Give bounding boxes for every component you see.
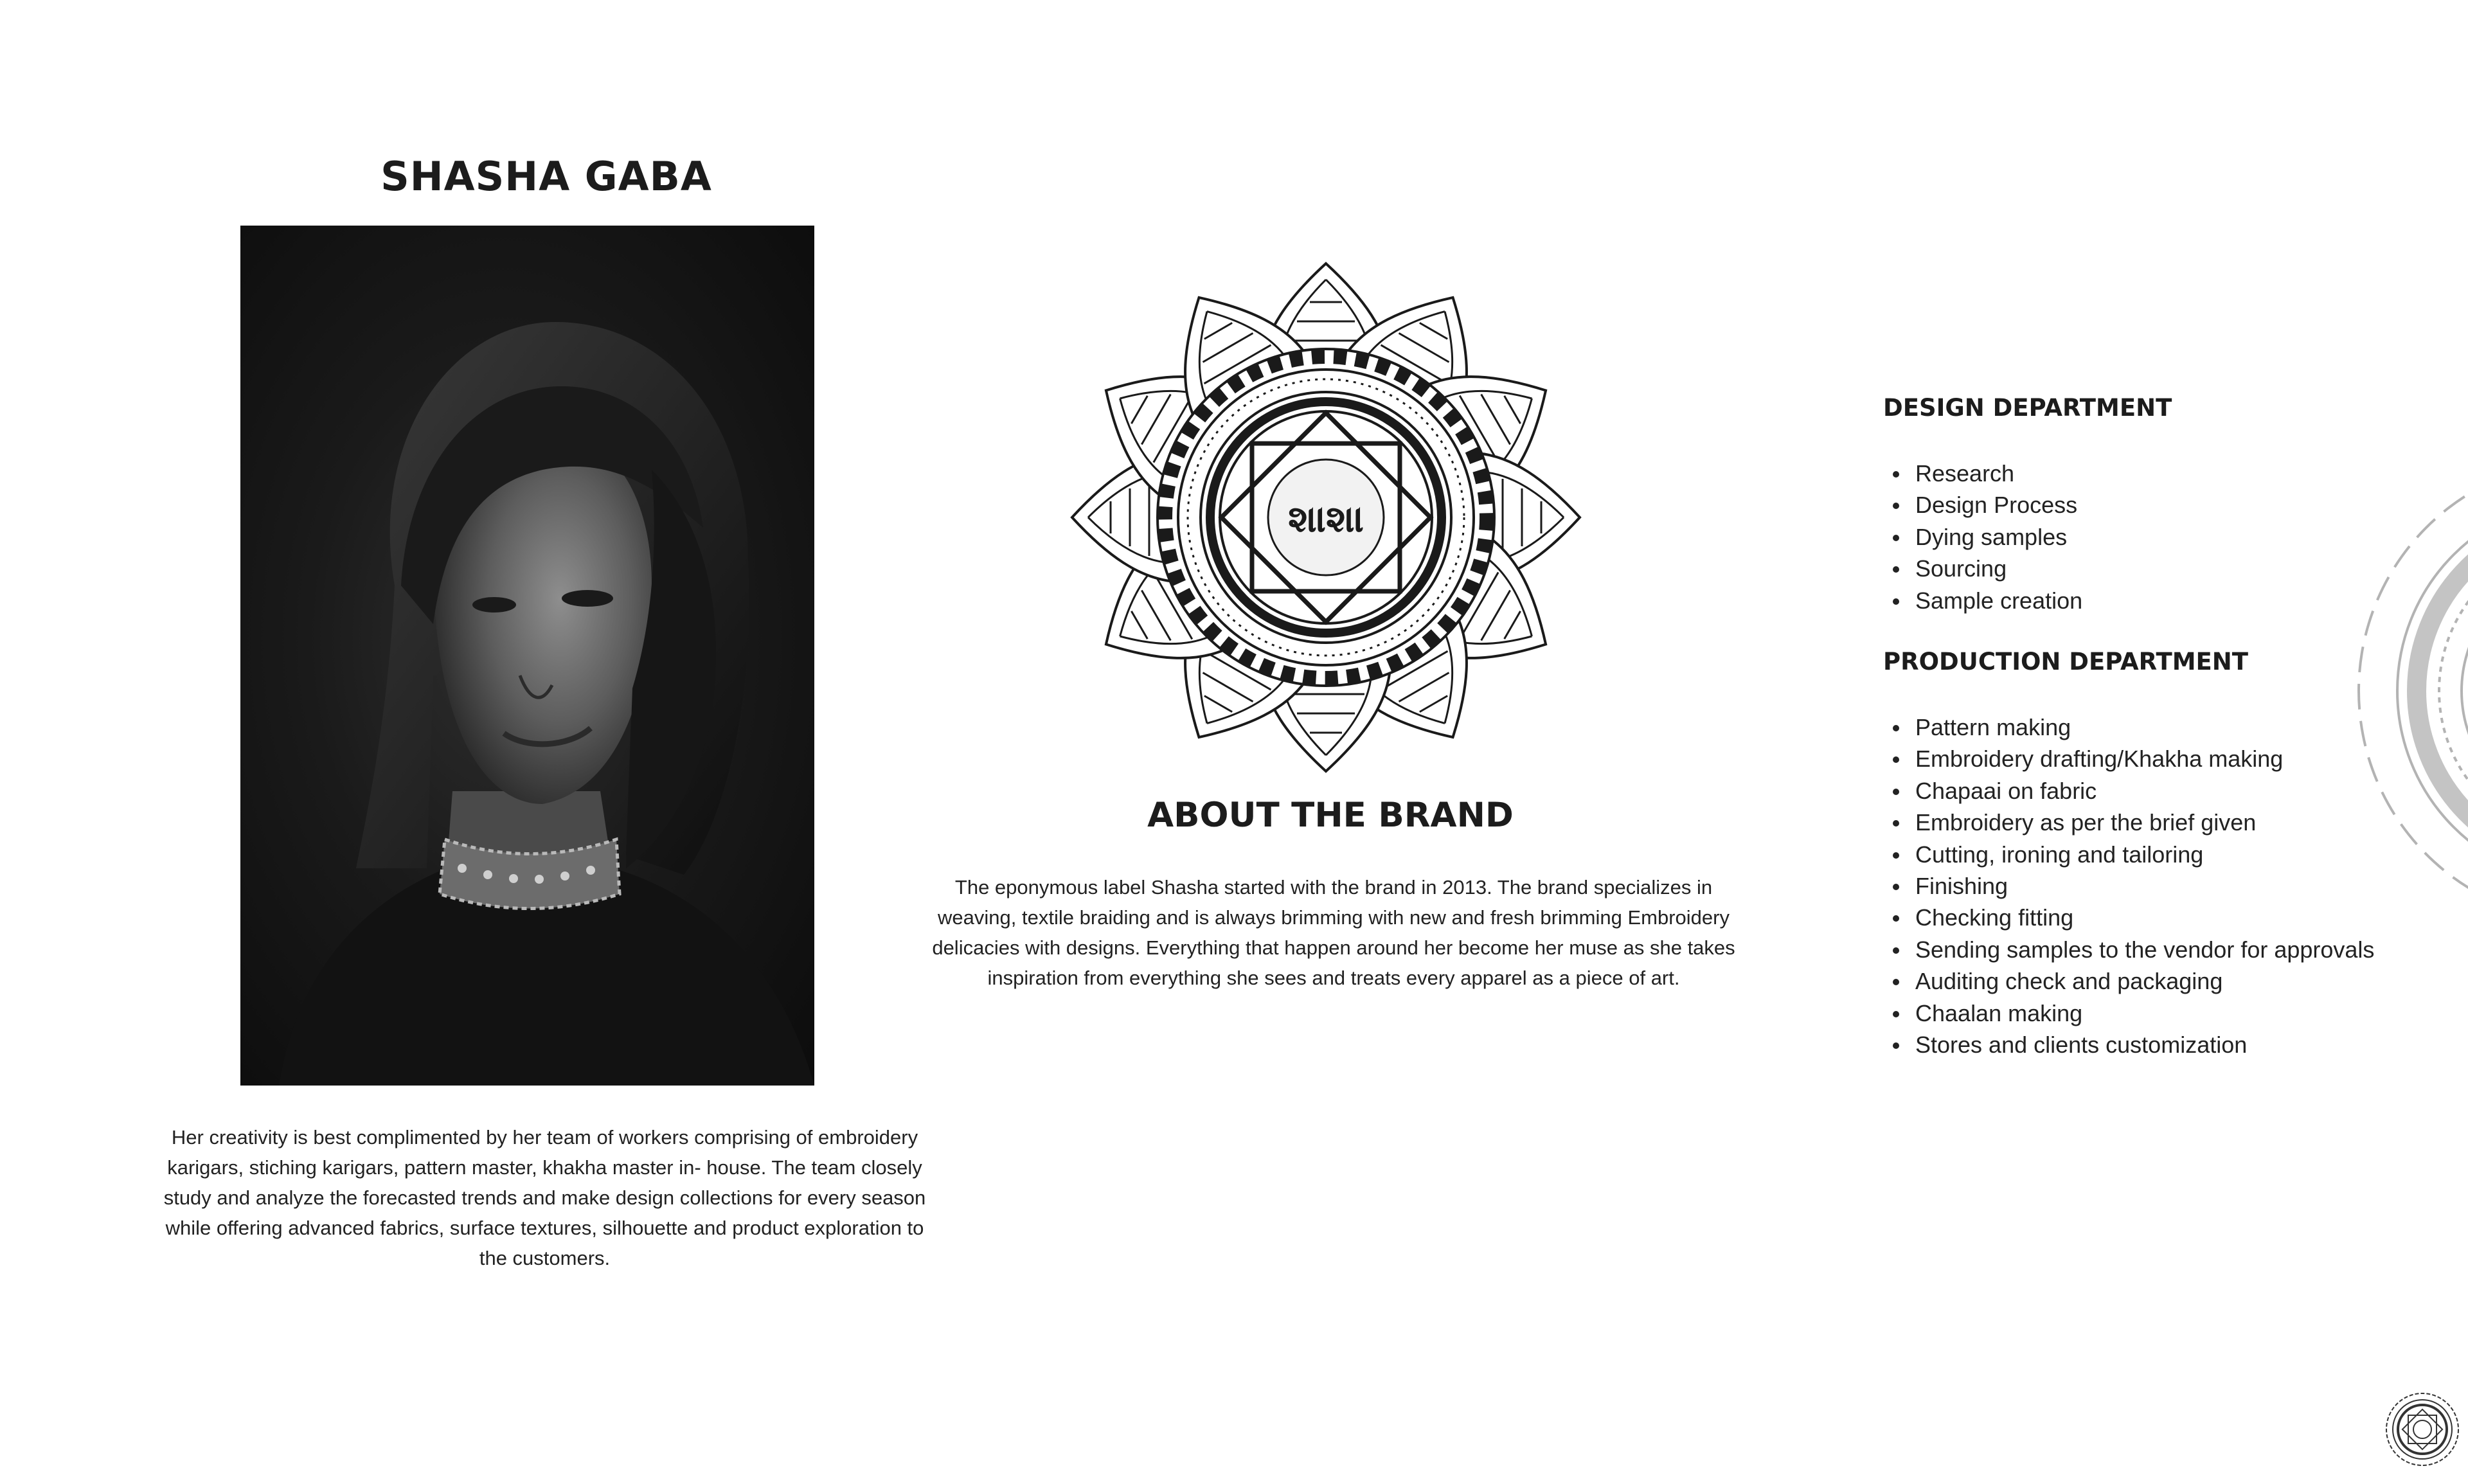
list-item: Chapaai on fabric xyxy=(1883,775,2374,807)
side-mandala-icon xyxy=(2352,453,2468,929)
designer-portrait xyxy=(240,226,814,1086)
list-item: Chaalan making xyxy=(1883,997,2374,1029)
portrait-illustration xyxy=(240,226,814,1086)
list-item: Research xyxy=(1883,458,2082,489)
mandala-icon xyxy=(1069,260,1583,774)
production-department-list xyxy=(1883,711,2374,1060)
list-item: Stores and clients customization xyxy=(1883,1029,2374,1060)
production-department-heading: PRODUCTION DEPARTMENT xyxy=(1883,648,2248,675)
about-brand-text: The eponymous label Shasha started with the brand in 2013. The brand specializes in weaving, textile braiding and is always brimming with new and fresh brimming Embroidery delicacies with designs. Everything that happen around her become her muse as she takes inspiration from everything she sees and treats every apparel as a piece of art. xyxy=(932,876,1735,989)
corner-logo-mark xyxy=(2384,1391,2460,1467)
list-item: Sending samples to the vendor for approvals xyxy=(1883,934,2374,965)
list-item: Auditing check and packaging xyxy=(1883,965,2374,997)
side-mandala-decoration xyxy=(2352,453,2468,929)
list-item: Sourcing xyxy=(1883,553,2082,584)
list-item: Checking fitting xyxy=(1883,902,2374,933)
design-department-list xyxy=(1883,458,2082,616)
corner-mandala-icon xyxy=(2384,1391,2460,1467)
brand-mandala-logo xyxy=(1069,260,1583,774)
list-item: Finishing xyxy=(1883,870,2374,902)
list-item: Embroidery as per the brief given xyxy=(1883,807,2374,838)
team-description: Her creativity is best complimented by her team of workers comprising of embroidery karigars, stiching karigars, pattern master, khakha master in- house. The team closely study and analyze the forecasted trends and make design collections for every season while offering advanced fabrics, surface textures, silhouette and product exploration to the customers. xyxy=(163,1126,926,1269)
list-item: Cutting, ironing and tailoring xyxy=(1883,839,2374,870)
list-item: Embroidery drafting/Khakha making xyxy=(1883,743,2374,774)
logo-wordmark: શાશા xyxy=(1288,497,1364,541)
list-item: Sample creation xyxy=(1883,585,2082,616)
designer-name: SHASHA GABA xyxy=(380,153,712,200)
about-brand-heading: ABOUT THE BRAND xyxy=(1147,796,1514,835)
design-department-heading: DESIGN DEPARTMENT xyxy=(1883,394,2172,422)
list-item: Design Process xyxy=(1883,489,2082,521)
list-item: Dying samples xyxy=(1883,521,2082,553)
list-item: Pattern making xyxy=(1883,711,2374,743)
